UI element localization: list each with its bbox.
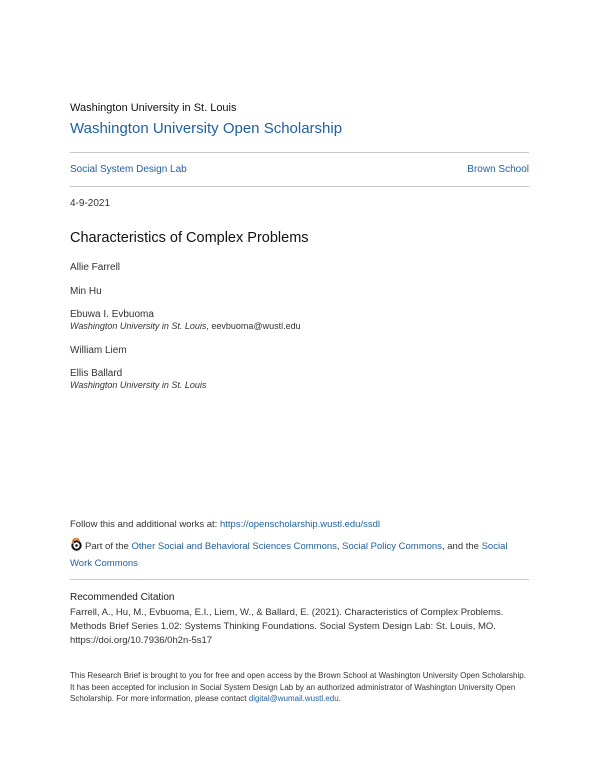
part-of-line xyxy=(70,538,530,571)
series-link[interactable]: Social System Design Lab xyxy=(70,164,187,175)
document-title: Characteristics of Complex Problems xyxy=(70,230,309,246)
part-of-label: Part of the xyxy=(85,541,132,552)
author-email: , eevbuoma@wustl.edu xyxy=(206,321,301,331)
author-name: Min Hu xyxy=(70,286,102,297)
open-access-icon xyxy=(70,538,83,556)
divider xyxy=(70,186,529,187)
affiliation-text: Washington University in St. Louis xyxy=(70,380,207,390)
institution-name: Washington University in St. Louis xyxy=(70,102,237,114)
commons-link[interactable]: Social Work Commons xyxy=(70,541,508,569)
author-name: Ellis Ballard xyxy=(70,368,123,379)
author-name: William Liem xyxy=(70,345,127,356)
follow-line xyxy=(70,519,380,530)
separator: , and the xyxy=(441,541,482,552)
author-name: Ebuwa I. Evbuoma xyxy=(70,309,154,320)
follow-label: Follow this and additional works at: xyxy=(70,519,220,530)
author-name: Allie Farrell xyxy=(70,262,121,273)
author-affiliation xyxy=(70,380,206,390)
divider xyxy=(70,579,529,580)
publication-date: 4-9-2021 xyxy=(70,198,111,209)
divider xyxy=(70,152,529,153)
collection-url-link[interactable]: https://openscholarship.wustl.edu/ssdl xyxy=(219,519,380,530)
separator: , xyxy=(336,541,343,552)
recommended-citation-heading: Recommended Citation xyxy=(70,592,175,603)
footer-text: This Research Brief is brought to you for free and open access by the Brown School at Washington University Open Scholarship. It has been accepted for inclusion in Social System Design Lab by an authorized administrator of Washington University Open Scholarship. For more information, please contact xyxy=(70,671,526,703)
affiliation-text: Washington University in St. Louis xyxy=(70,321,207,331)
recommended-citation-text: Farrell, A., Hu, M., Evbuoma, E.I., Liem, W., & Ballard, E. (2021). Characteristics of Complex Problems. Methods Brief Series 1.02: Systems Thinking Foundations. Social System Design Lab: St. Louis, MO. https://doi.org/10.7936/0h2n-5s17 xyxy=(70,607,504,646)
contact-email-link[interactable]: digital@wumail.wustl.edu xyxy=(248,694,339,703)
footer-end: . xyxy=(338,694,341,703)
school-link[interactable]: Brown School xyxy=(467,164,529,175)
author-affiliation xyxy=(70,321,301,331)
commons-link[interactable]: Other Social and Behavioral Sciences Commons xyxy=(131,541,337,552)
footer-notice xyxy=(70,670,530,705)
commons-link[interactable]: Social Policy Commons xyxy=(342,541,442,552)
repository-name-link[interactable]: Washington University Open Scholarship xyxy=(70,120,343,137)
